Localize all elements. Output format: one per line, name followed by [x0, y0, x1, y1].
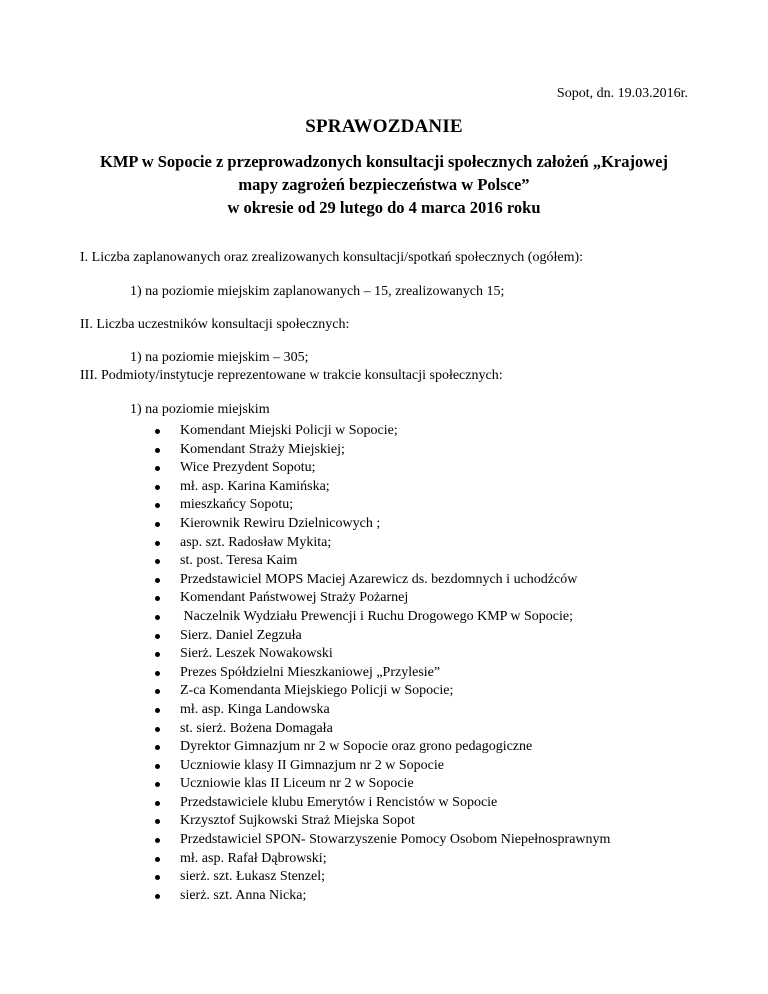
participant-list-item — [155, 720, 610, 739]
participant-text: mł. asp. Karina Kamińska; — [180, 478, 330, 494]
bullet-icon — [155, 745, 160, 750]
bullet-icon — [155, 819, 160, 824]
participant-text: st. sierż. Bożena Domagała — [180, 720, 333, 736]
participant-text: mł. asp. Kinga Landowska — [180, 701, 330, 717]
participant-text: Komendant Państwowej Straży Pożarnej — [180, 590, 409, 606]
participant-list-item — [155, 478, 610, 497]
participants-list — [155, 422, 610, 905]
participant-text: Sierz. Daniel Zegzuła — [180, 627, 302, 643]
participant-list-item — [155, 738, 610, 757]
participant-text: sierż. szt. Anna Nicka; — [180, 887, 307, 903]
participant-text: Krzysztof Sujkowski Straż Miejska Sopot — [180, 813, 415, 829]
bullet-icon — [155, 429, 160, 434]
participant-text: Prezes Spółdzielni Mieszkaniowej „Przylesie” — [180, 664, 441, 680]
document-subtitle — [60, 150, 708, 219]
participant-list-item — [155, 627, 610, 646]
bullet-icon — [155, 671, 160, 676]
participant-text: Uczniowie klasy II Gimnazjum nr 2 w Sopocie — [180, 757, 444, 773]
document-title: SPRAWOZDANIE — [305, 116, 463, 137]
section-1-item: 1) na poziomie miejskim zaplanowanych – 15, zrealizowanych 15; — [130, 284, 505, 299]
participant-list-item — [155, 887, 610, 906]
bullet-icon — [155, 782, 160, 787]
participant-list-item — [155, 459, 610, 478]
participant-list-item — [155, 682, 610, 701]
participant-text: Dyrektor Gimnazjum nr 2 w Sopocie oraz grono pedagogiczne — [180, 739, 533, 755]
document-date: Sopot, dn. 19.03.2016r. — [556, 86, 688, 101]
bullet-icon — [155, 894, 160, 899]
participant-text: Naczelnik Wydziału Prewencji i Ruchu Drogowego KMP w Sopocie; — [180, 608, 574, 624]
participant-list-item — [155, 571, 610, 590]
participant-text: Przedstawiciele klubu Emerytów i Rencistów w Sopocie — [180, 794, 498, 810]
bullet-icon — [155, 522, 160, 527]
participant-text: Przedstawiciel MOPS Maciej Azarewicz ds. bezdomnych i uchodźców — [180, 571, 578, 587]
participant-list-item — [155, 757, 610, 776]
participant-text: asp. szt. Radosław Mykita; — [180, 534, 332, 550]
participant-list-item — [155, 812, 610, 831]
participant-text: Kierownik Rewiru Dzielnicowych ; — [180, 515, 381, 531]
bullet-icon — [155, 838, 160, 843]
participant-list-item — [155, 496, 610, 515]
bullet-icon — [155, 485, 160, 490]
participant-list-item — [155, 775, 610, 794]
participant-list-item — [155, 701, 610, 720]
participant-text: Komendant Miejski Policji w Sopocie; — [180, 423, 398, 438]
subtitle-line-1: KMP w Sopocie z przeprowadzonych konsultacji społecznych założeń „Krajowej — [100, 152, 668, 171]
section-3-heading: III. Podmioty/instytucje reprezentowane w trakcie konsultacji społecznych: — [80, 368, 503, 383]
bullet-icon — [155, 559, 160, 564]
bullet-icon — [155, 634, 160, 639]
bullet-icon — [155, 764, 160, 769]
section-3-item: 1) na poziomie miejskim — [130, 402, 270, 417]
bullet-icon — [155, 857, 160, 862]
bullet-icon — [155, 652, 160, 657]
participant-text: Uczniowie klas II Liceum nr 2 w Sopocie — [180, 776, 414, 792]
participant-list-item — [155, 552, 610, 571]
bullet-icon — [155, 578, 160, 583]
participant-text: mieszkańcy Sopotu; — [180, 497, 294, 513]
participant-list-item — [155, 831, 610, 850]
participant-text: Wice Prezydent Sopotu; — [180, 460, 316, 476]
participant-list-item — [155, 645, 610, 664]
bullet-icon — [155, 875, 160, 880]
bullet-icon — [155, 727, 160, 732]
section-1-heading: I. Liczba zaplanowanych oraz zrealizowanych konsultacji/spotkań społecznych (ogółem): — [80, 250, 584, 265]
bullet-icon — [155, 596, 160, 601]
section-2-item: 1) na poziomie miejskim – 305; — [130, 350, 309, 365]
participant-text: Przedstawiciel SPON- Stowarzyszenie Pomocy Osobom Niepełnosprawnym — [180, 832, 611, 848]
participant-text: Sierż. Leszek Nowakowski — [180, 646, 333, 662]
participant-list-item — [155, 422, 610, 441]
bullet-icon — [155, 466, 160, 471]
subtitle-line-3: w okresie od 29 lutego do 4 marca 2016 roku — [227, 198, 541, 217]
subtitle-line-2: mapy zagrożeń bezpieczeństwa w Polsce” — [238, 175, 530, 194]
participant-text: st. post. Teresa Kaim — [180, 553, 298, 569]
participant-list-item — [155, 850, 610, 869]
participant-list-item — [155, 868, 610, 887]
participant-list-item — [155, 608, 610, 627]
participant-list-item — [155, 794, 610, 813]
participant-list-item — [155, 515, 610, 534]
participant-text: mł. asp. Rafał Dąbrowski; — [180, 850, 327, 866]
bullet-icon — [155, 689, 160, 694]
participant-text: Z-ca Komendanta Miejskiego Policji w Sopocie; — [180, 683, 454, 699]
bullet-icon — [155, 541, 160, 546]
participant-list-item — [155, 589, 610, 608]
participant-list-item — [155, 441, 610, 460]
participant-text: sierż. szt. Łukasz Stenzel; — [180, 869, 326, 885]
bullet-icon — [155, 503, 160, 508]
section-2-heading: II. Liczba uczestników konsultacji społecznych: — [80, 317, 350, 332]
bullet-icon — [155, 615, 160, 620]
bullet-icon — [155, 708, 160, 713]
participant-list-item — [155, 534, 610, 553]
participant-text: Komendant Straży Miejskiej; — [180, 441, 345, 457]
bullet-icon — [155, 801, 160, 806]
bullet-icon — [155, 448, 160, 453]
participant-list-item — [155, 664, 610, 683]
